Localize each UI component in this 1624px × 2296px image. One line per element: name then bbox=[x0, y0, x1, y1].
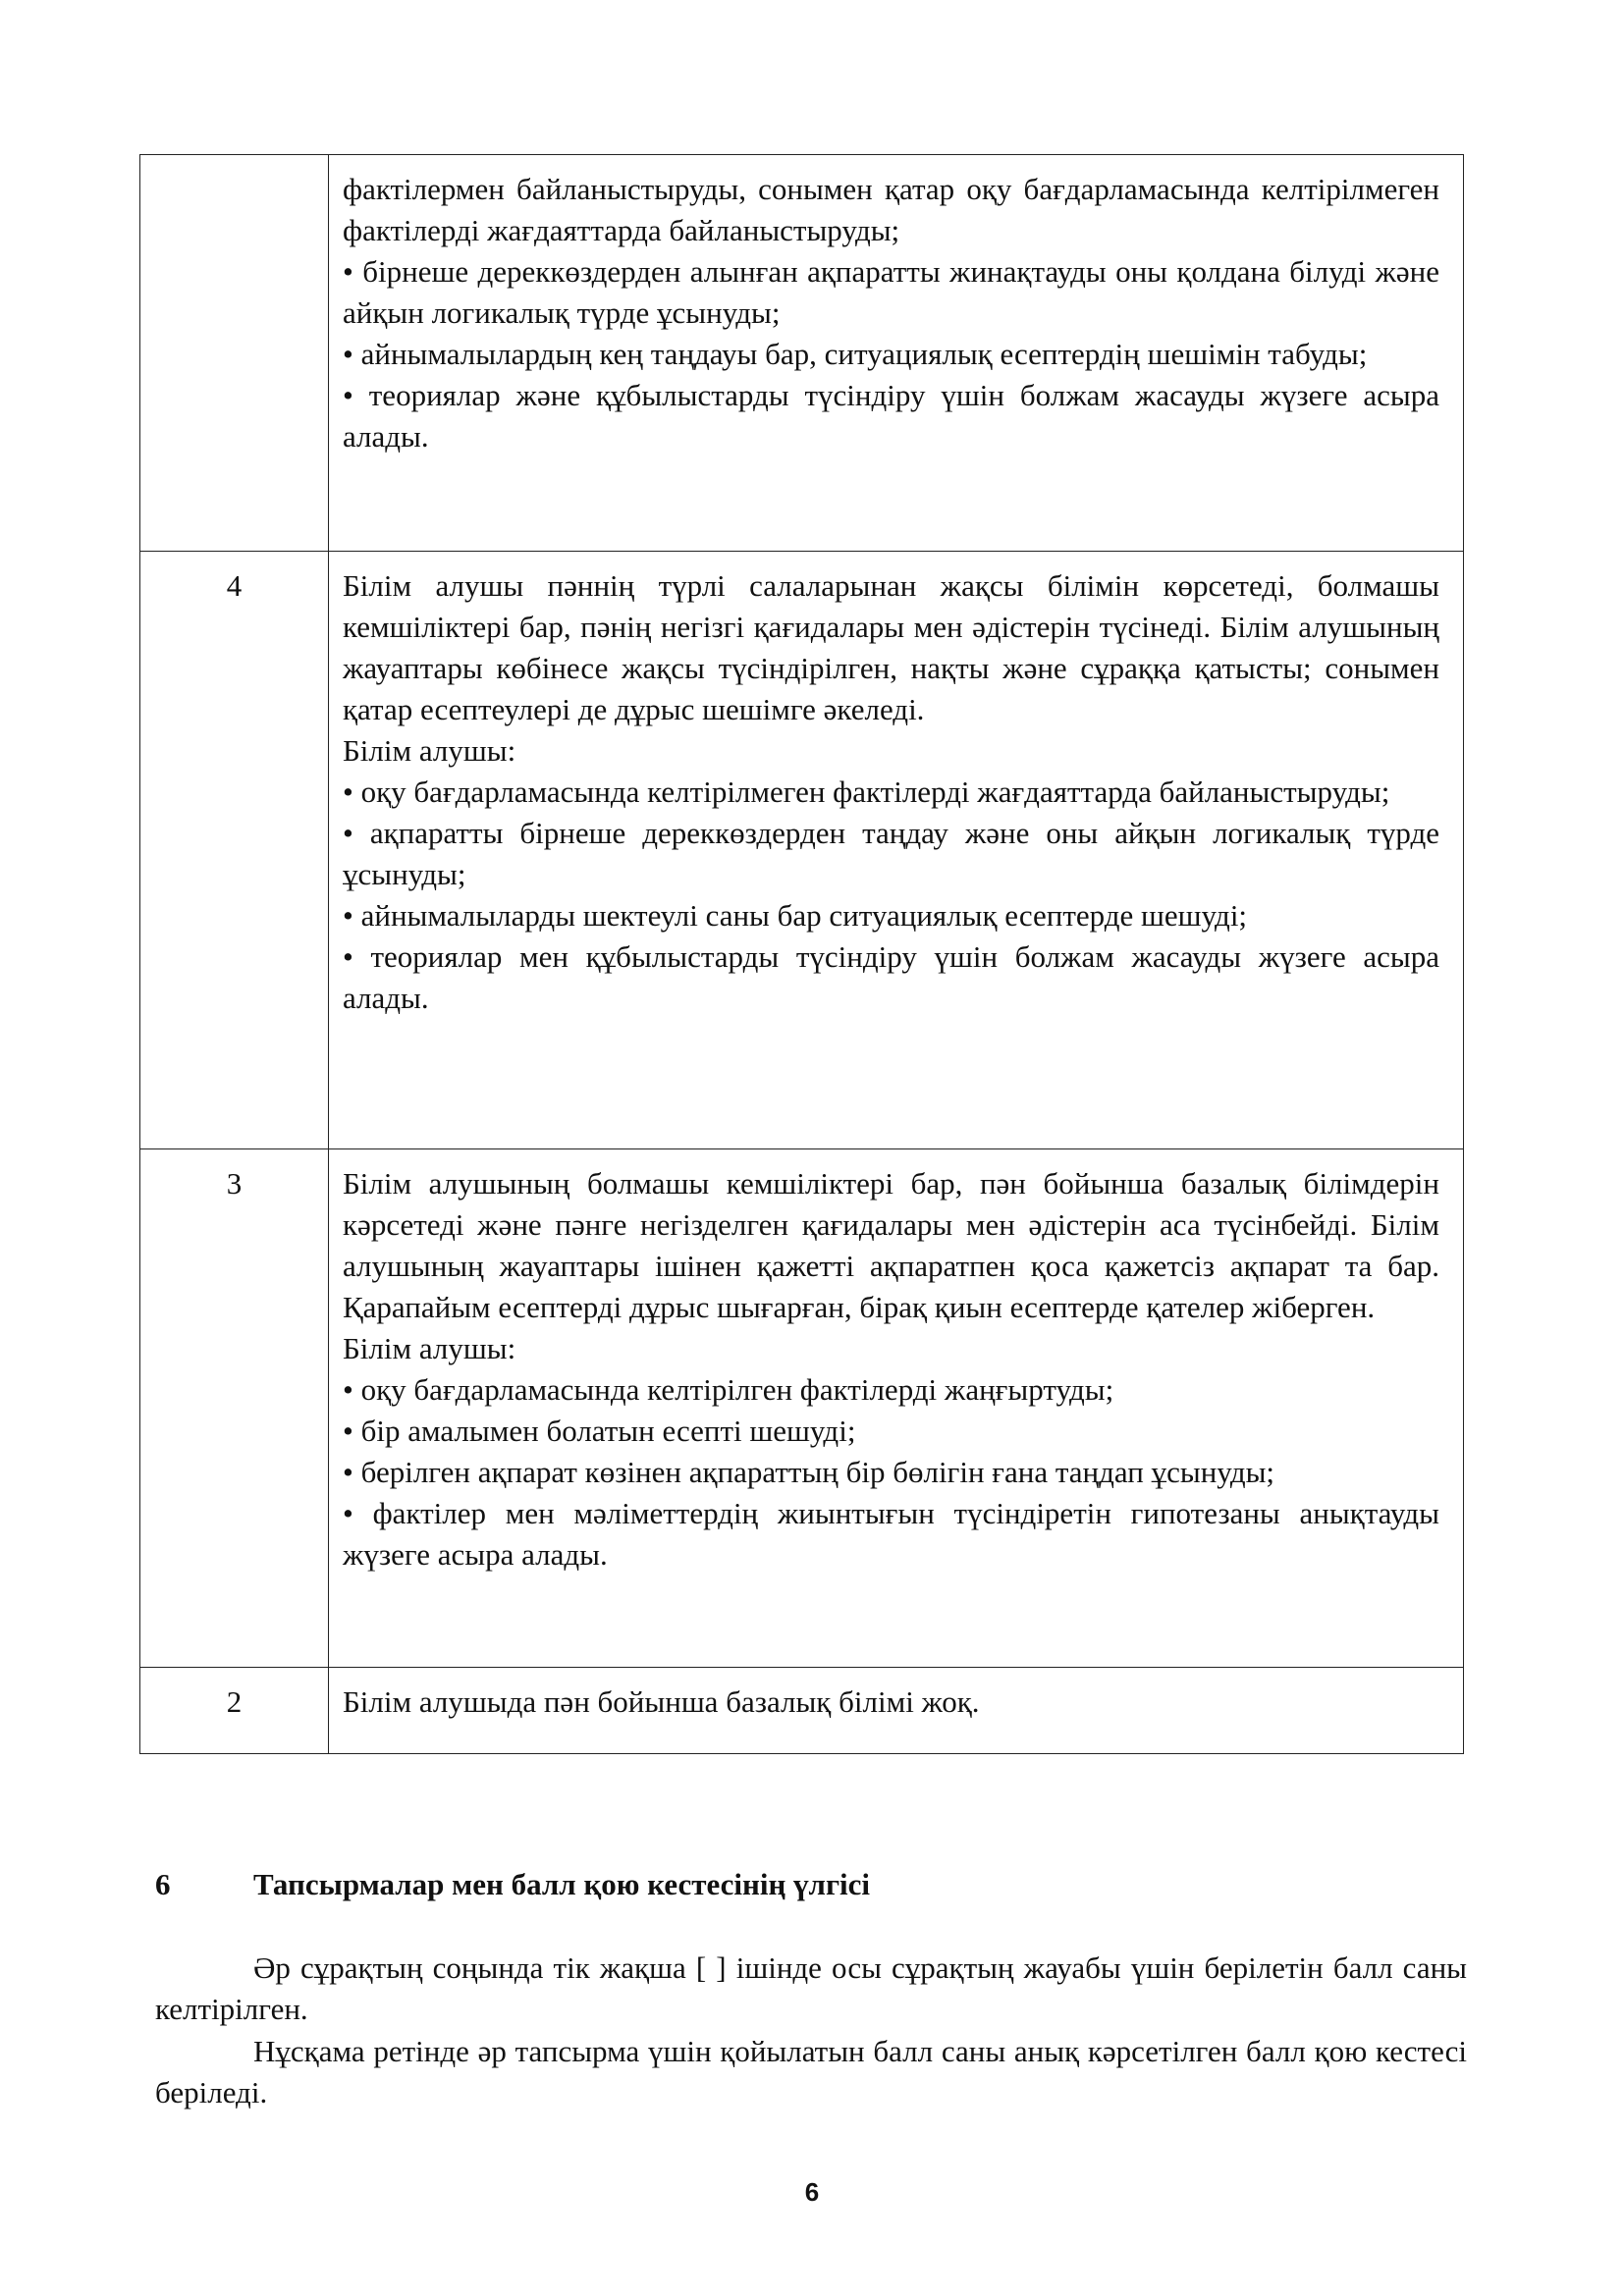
section-title: Тапсырмалар мен балл қою кестесінің үлгісі bbox=[253, 1867, 871, 1901]
score-cell bbox=[140, 155, 329, 552]
bullet-line: • теориялар мен құбылыстарды түсіндіру үшін болжам жасауды жүзеге асыра алады. bbox=[343, 939, 1439, 1015]
table-row bbox=[140, 1149, 1464, 1668]
bullet-line: • оқу бағдарламасында келтірілген фактілерді жаңғыртуды; bbox=[343, 1372, 1114, 1407]
description-cell bbox=[329, 155, 1464, 552]
score-cell: 2 bbox=[140, 1668, 329, 1754]
table-row bbox=[140, 552, 1464, 1149]
section-number: 6 bbox=[155, 1867, 171, 1901]
score-cell: 3 bbox=[140, 1149, 329, 1668]
bullet-line: • оқу бағдарламасында келтірілмеген фактілерді жағдаяттарда байланыстыруды; bbox=[343, 774, 1390, 809]
table-row bbox=[140, 1668, 1464, 1754]
description-cell bbox=[329, 1149, 1464, 1668]
bullet-line: • айнымалыларды шектеулі саны бар ситуациялық есептерде шешуді; bbox=[343, 898, 1248, 933]
bullet-line: • бірнеше дереккөздерден алынған ақпаратты жинақтауды оны қолдана білуді және айқын логикалық түрде ұсынуды; bbox=[343, 254, 1439, 330]
page-number: 6 bbox=[804, 2177, 820, 2207]
description-line: Білім алушыда пән бойынша базалық білімі жоқ. bbox=[343, 1684, 980, 1719]
grading-criteria-table bbox=[139, 154, 1464, 1754]
bullet-line: • ақпаратты бірнеше дереккөздерден таңдау және оны айқын логикалық түрде ұсынуды; bbox=[343, 816, 1439, 891]
bullet-line: • айнымалылардың кең таңдауы бар, ситуациялық есептердің шешімін табуды; bbox=[343, 337, 1368, 371]
table-row bbox=[140, 155, 1464, 552]
body-paragraph: Әр сұрақтың соңында тік жақша [ ] ішінде осы сұрақтың жауабы үшін берілетін балл саны келтірілген. bbox=[155, 1950, 1467, 2026]
section-heading bbox=[155, 1864, 870, 1905]
description-cell bbox=[329, 552, 1464, 1149]
bullet-line: • берілген ақпарат көзінен ақпараттың бір бөлігін ғана таңдап ұсынуды; bbox=[343, 1455, 1275, 1489]
description-line: фактілермен байланыстыруды, сонымен қатар оқу бағдарламасында келтірілмеген фактілерді жағдаяттарда байланыстыруды; bbox=[343, 172, 1439, 247]
body-paragraph: Нұсқама ретінде әр тапсырма үшін қойылатын балл саны анық кәрсетілген балл қою кестесі беріледі. bbox=[155, 2034, 1467, 2109]
score-cell: 4 bbox=[140, 552, 329, 1149]
description-line: Білім алушы: bbox=[343, 733, 516, 768]
description-cell bbox=[329, 1668, 1464, 1754]
description-line: Білім алушы: bbox=[343, 1331, 516, 1365]
bullet-line: • фактілер мен мәліметтердің жиынтығын түсіндіретін гипотезаны анықтауды жүзеге асыра алады. bbox=[343, 1496, 1439, 1572]
description-line: Білім алушы пәннің түрлі салаларынан жақсы білімін көрсетеді, болмашы кемшіліктері бар, пәнің негізгі қағидалары мен әдістерін түсінеді. Білім алушының жауаптары көбінесе жақсы түсіндірілген, нақты және сұраққа қатысты; сонымен қатар есептеулері де дұрыс шешімге әкеледі. bbox=[343, 568, 1439, 726]
description-line: Білім алушының болмашы кемшіліктері бар, пән бойынша базалық білімдерін кәрсетеді және пәнге негізделген қағидалары мен әдістерін аса түсінбейді. Білім алушының жауаптары ішінен қажетті ақпаратпен қоса қажетсіз ақпарат та бар. Қарапайым есептерді дұрыс шығарған, бірақ қиын есептерде қателер жіберген. bbox=[343, 1166, 1439, 1324]
bullet-line: • бір амалымен болатын есепті шешуді; bbox=[343, 1414, 856, 1448]
bullet-line: • теориялар және құбылыстарды түсіндіру үшін болжам жасауды жүзеге асыра алады. bbox=[343, 378, 1439, 454]
